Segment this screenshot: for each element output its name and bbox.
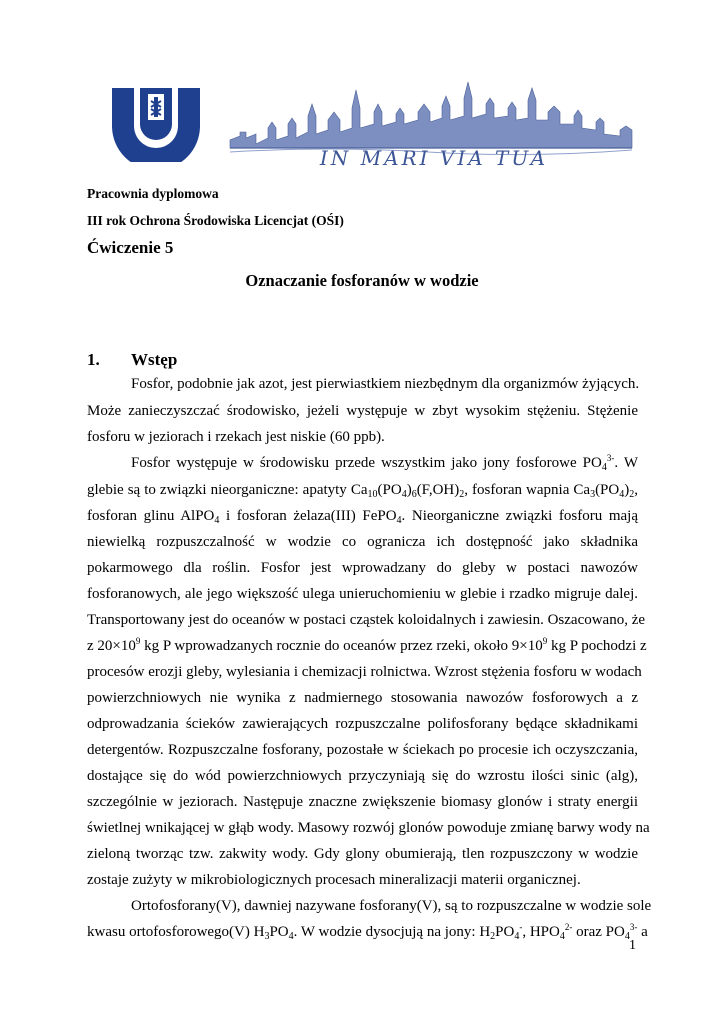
body-line: zostaje zużyty w mikrobiologicznych procesach mineralizacji materii organicznej. xyxy=(87,872,581,888)
body-line: pokarmowego dla roślin. Fosfor jest wprowadzany do gleby w postaci nawozów xyxy=(87,560,638,576)
body-line: Może zanieczyszczać środowisko, jeżeli występuje w zbyt wysokim stężeniu. Stężenie xyxy=(87,403,638,419)
body-line: fosforu w jeziorach i rzekach jest niskie (60 ppb). xyxy=(87,429,385,445)
body-line: z $20\times 10^9$ kg P wprowadzanych rocznie do oceanów przez rzeki, około $9\times 10^9$ kg P pochodzi z xyxy=(87,636,647,654)
body-line: fosforanowych, ale jego większość ulega unieruchomieniu w glebie i rzadko migruje dalej. xyxy=(87,586,638,602)
motto-text: IN MARI VIA TUA xyxy=(319,146,549,168)
body-line: glebie są to związki nieorganiczne: apatyty $Ca_{10}(PO_4)_6(F,OH)_2$, fosforan wapnia $Ca_3(PO_4)_2$, xyxy=(87,482,638,500)
university-logo-icon xyxy=(108,84,204,162)
document-title: Oznaczanie fosforanów w wodzie xyxy=(245,271,479,290)
body-line: Transportowany jest do oceanów w postaci cząstek koloidalnych i zawiesin. Oszacowano, że xyxy=(87,612,646,628)
section-title: Wstęp xyxy=(131,350,178,369)
page-number: 1 xyxy=(629,938,636,953)
body-line: zieloną tworząc tzw. zakwity wody. Gdy glony obumierają, tlen rozpuszczony w wodzie xyxy=(87,846,638,862)
body-line: dostające się do wód powierzchniowych przyczyniają się do wzrostu ilości sinic (alg), xyxy=(87,768,638,784)
body-line: świetlnej wnikającej w głąb wody. Masowy rozwój glonów powoduje zmianę barwy wody na xyxy=(87,820,650,836)
body-line: Fosfor, podobnie jak azot, jest pierwiastkiem niezbędnym dla organizmów żyjących. xyxy=(131,376,640,392)
body-line: niewielką rozpuszczalność w wodzie co ogranicza ich dostępność jako składnika xyxy=(87,534,638,550)
body-line: Fosfor występuje w środowisku przede wszystkim jako jony fosforowe $PO_4^{3-}$. W xyxy=(131,453,639,473)
body-line: powierzchniowych nie wynika z nadmiernego stosowania nawozów fosforowych a z xyxy=(87,690,638,706)
exercise-title: Ćwiczenie 5 xyxy=(87,238,174,257)
gdansk-skyline-icon xyxy=(228,78,640,168)
body-line: fosforan glinu AlPO$_4$ i fosforan żelaza(III) FePO$_4$. Nieorganiczne związki fosforu mają xyxy=(87,508,638,526)
body-line: odprowadzania ścieków zawierających rozpuszczalne polifosforany będące składnikami xyxy=(87,716,638,732)
body-line: szczególnie w jeziorach. Następuje znaczne zwiększenie biomasy glonów i straty energii xyxy=(87,794,638,810)
body-line: detergentów. Rozpuszczalne fosforany, pozostałe w ściekach po procesie ich oczyszczania, xyxy=(87,742,638,758)
body-line: procesów erozji gleby, wylesiania i chemizacji rolnictwa. Wzrost stężenia fosforu w wodach xyxy=(87,664,642,680)
section-number: 1. xyxy=(87,350,100,369)
body-line: Ortofosforany(V), dawniej nazywane fosforany(V), są to rozpuszczalne w wodzie sole xyxy=(131,898,652,914)
lab-name: Pracownia dyplomowa xyxy=(87,186,219,201)
year-program: III rok Ochrona Środowiska Licencjat (OŚI) xyxy=(87,213,344,228)
body-line: kwasu ortofosforowego(V) $H_3PO_4$. W wodzie dysocjują na jony: $H_2PO_4^-$, $HPO_4^{2-}$ oraz $PO_4^{3-}$ a xyxy=(87,922,648,942)
